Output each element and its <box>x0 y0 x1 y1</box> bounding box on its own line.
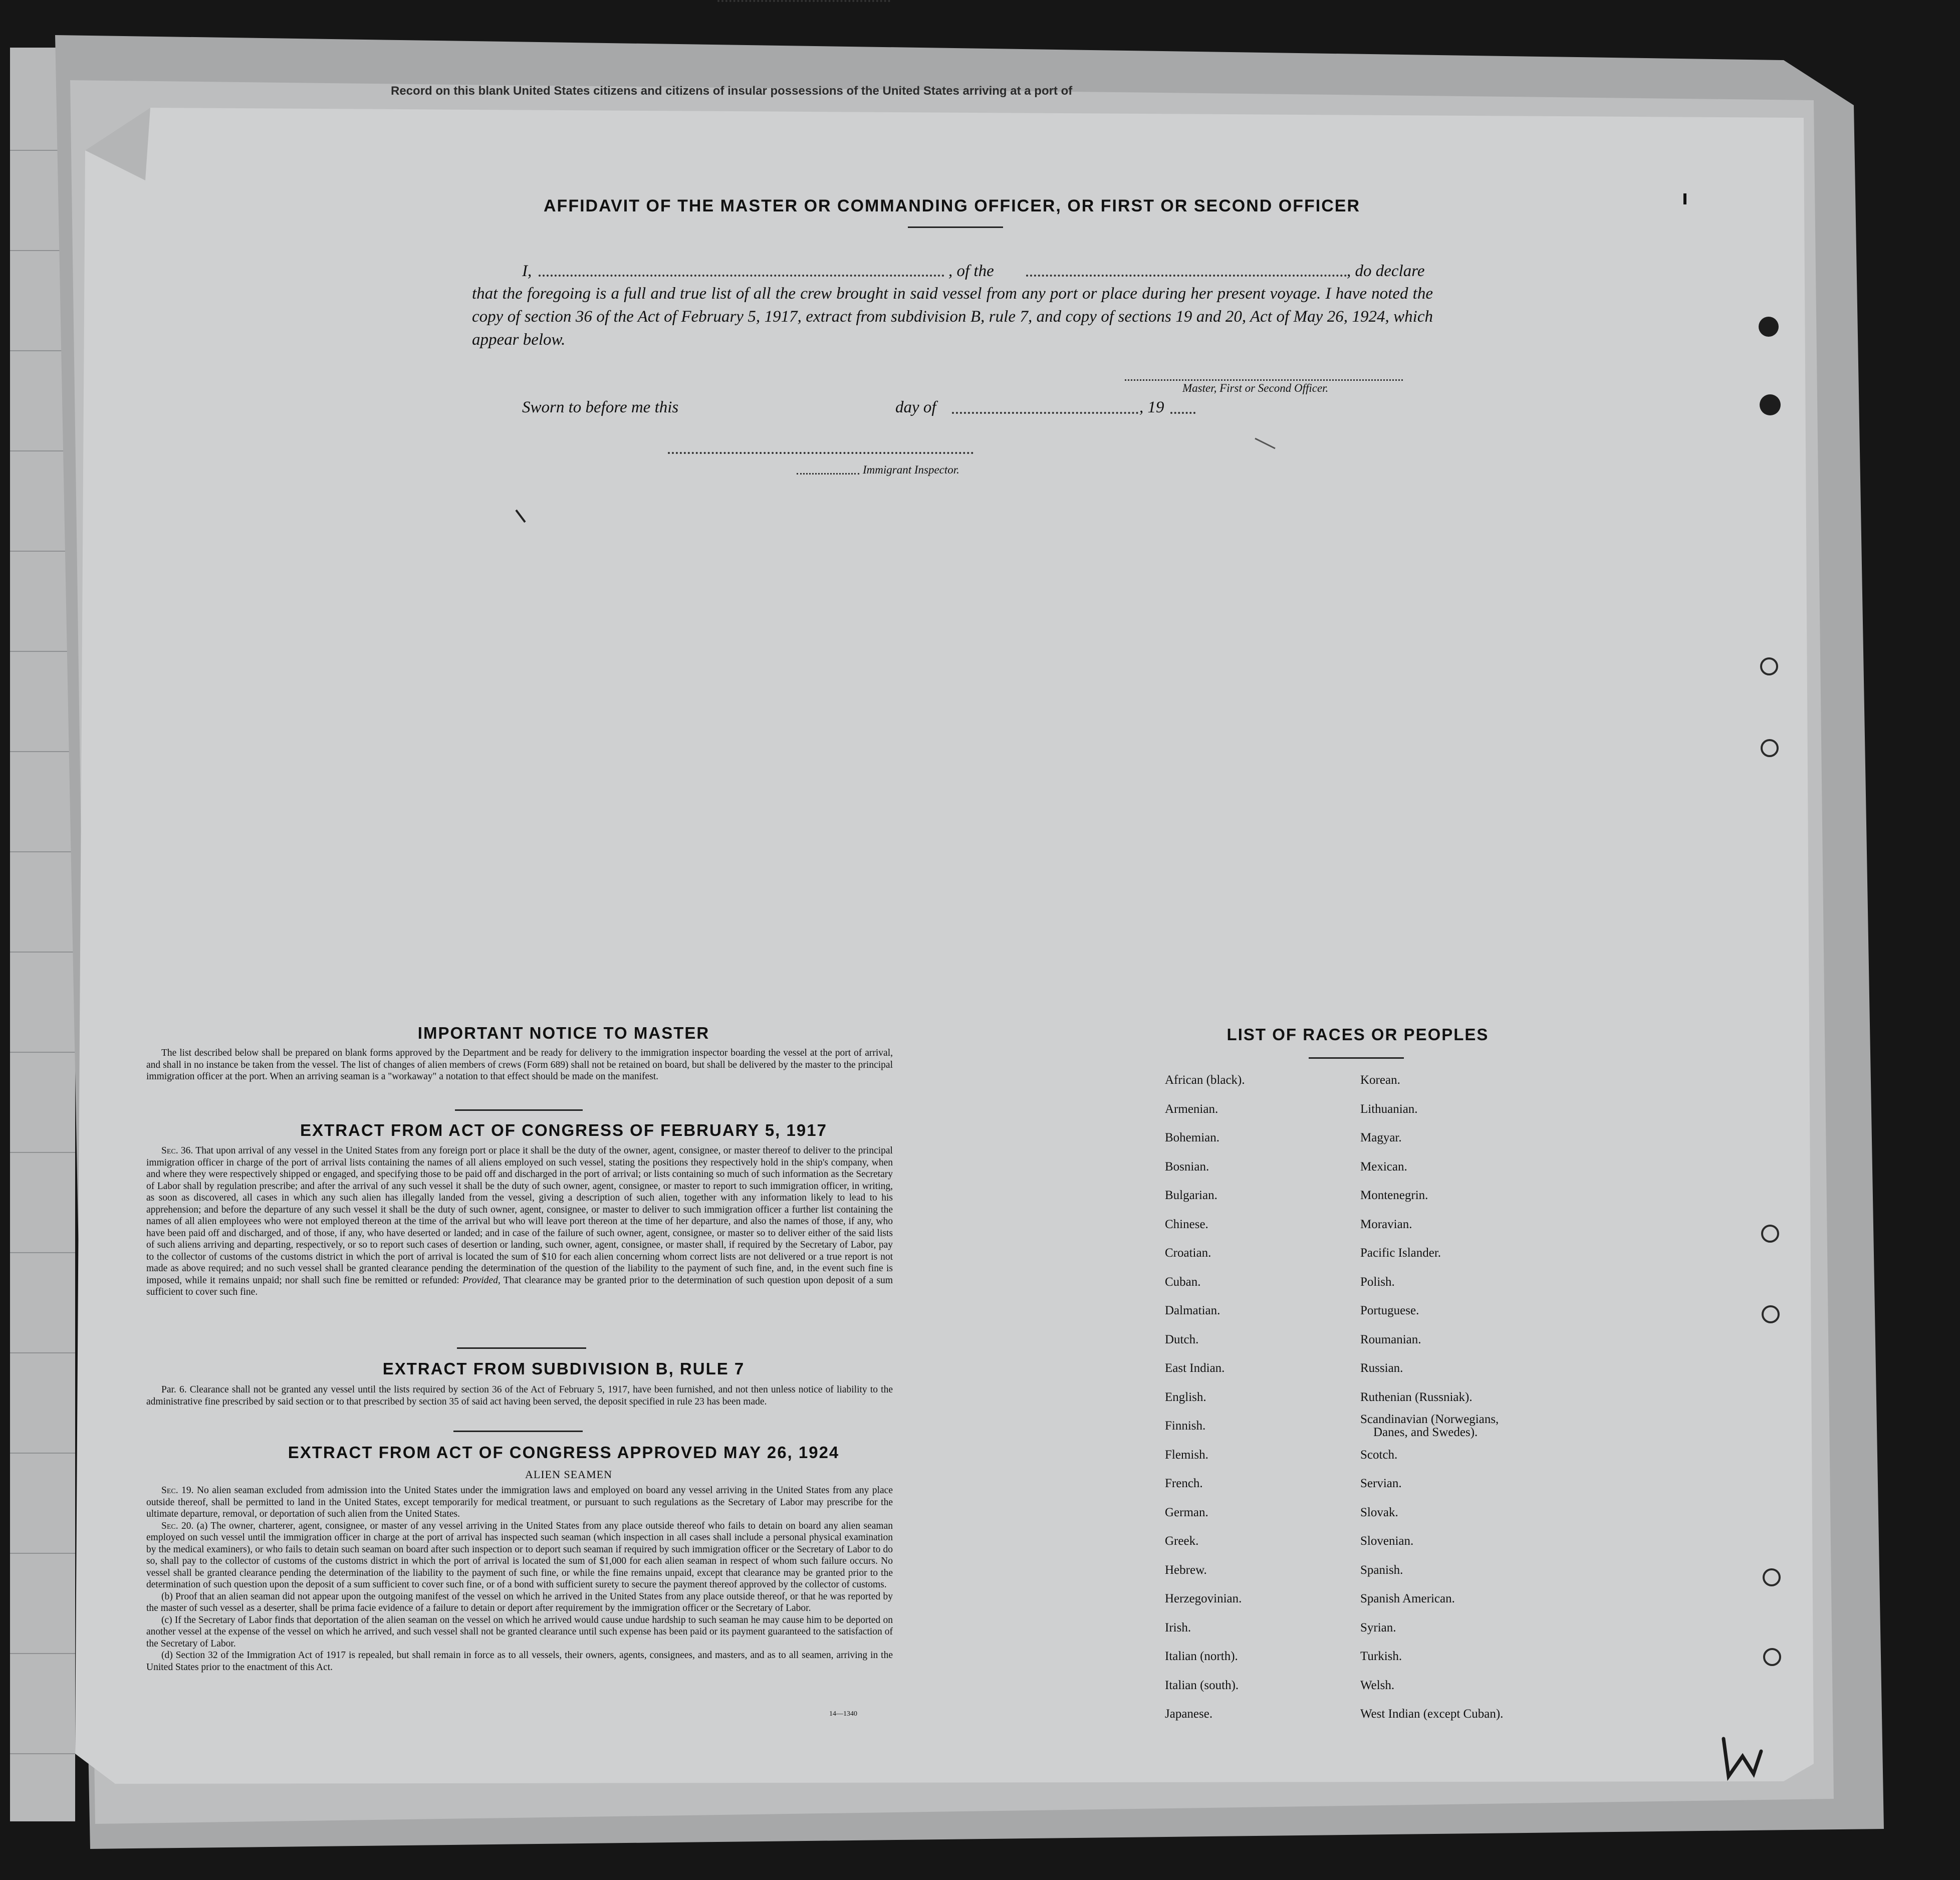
race-item: Turkish. <box>1360 1650 1402 1663</box>
race-item: Italian (north). <box>1165 1650 1238 1663</box>
extract-1924-title: EXTRACT FROM ACT OF CONGRESS APPROVED MAY 26, 1924 <box>288 1443 840 1462</box>
race-item: Dutch. <box>1165 1332 1199 1346</box>
vessel-name-field[interactable] <box>1026 275 1347 277</box>
affidavit-body: that the foregoing is a full and true list of all the crew brought in said vessel from any port or place during her present voyage. I have noted the copy of section 36 of the Act of February 5, 1917, extract from subdivision B, rule 7, and copy of sections 19 and 20, Act of May 26, 1924, which appear below. <box>472 285 1433 349</box>
day-of-label: day of <box>895 398 936 416</box>
race-item: Herzegovinian. <box>1165 1592 1242 1605</box>
rule7-rule <box>453 1431 583 1432</box>
race-item: Dalmatian. <box>1165 1304 1220 1317</box>
race-item: Ruthenian (Russniak). <box>1360 1390 1473 1404</box>
race-item: Greek. <box>1165 1534 1199 1548</box>
race-item: Welsh. <box>1360 1678 1395 1692</box>
race-item: Lithuanian. <box>1360 1102 1418 1116</box>
races-title: LIST OF RACES OR PEOPLES <box>1227 1025 1489 1044</box>
race-item: Bohemian. <box>1165 1131 1220 1144</box>
race-item: Spanish. <box>1360 1563 1403 1577</box>
affidavit-line1-i: I, <box>522 262 532 280</box>
race-item: Bosnian. <box>1165 1159 1209 1173</box>
master-name-field[interactable] <box>539 275 944 277</box>
race-item: Slovak. <box>1360 1505 1398 1519</box>
race-item: Roumanian. <box>1360 1332 1421 1346</box>
rule7-body: Par. 6. Clearance shall not be granted any vessel until the lists required by section 36 of the Act of February 5, 1917, have been furnished, and not then unless notice of liability to the administrative fine prescribed by said section or to that prescribed by section 35 of said act having been served, the deposit specified in rule 23 has been made. <box>146 1384 893 1407</box>
notice-rule <box>455 1109 583 1111</box>
sworn-label: Sworn to before me this <box>522 398 679 416</box>
race-item: Montenegrin. <box>1360 1189 1428 1202</box>
race-item: Portuguese. <box>1360 1304 1419 1317</box>
race-item: Russian. <box>1360 1361 1403 1375</box>
race-item: Chinese. <box>1165 1217 1208 1231</box>
affidavit-title-rule <box>908 226 1003 228</box>
race-item: Cuban. <box>1165 1275 1201 1289</box>
extract-1924-body: Sec. 19. No alien seaman excluded from admission into the United States under the immigration laws and employed on board any vessel arriving in the United States from any place outside thereof, shall be permitted to land in the United States, except temporarily for medical treatment, or pursuant to such regulations as the Secretary of Labor may prescribe for the ultimate departure, removal, or deportation of such alien from the United States. Sec. 20. (a) The owner, charterer, agent, consignee, or master of any vessel arriving in the United States from any place outside thereof who fails to detain on board any alien seaman employed on such vessel until the immigration officer in charge at the port of arrival has inspected such seaman (which inspection in all cases shall include a personal physical examination by the medical examiners), or who fails to detain such seaman on board after such inspection or to deport such seaman if required by such immigration officer or the Secretary of Labor to do so, shall pay to the collector of customs of the customs district in which the port of arrival is located the sum of $1,000 for each alien seaman in respect of whom such failure occurs. No vessel shall be granted clearance pending the determination of the liability to the payment of such fine, or while the fine remains unpaid, except that clearance may be granted prior to the determination of such question upon the deposit of a sum sufficient to cover such fine, or of a bond with sufficient surety to secure the payment thereof approved by the collector of customs. (b) Proof that an alien seaman did not appear upon the outgoing manifest of the vessel on which he arrived in the United States from any place outside thereof, or that he was reported by the master of such vessel as a deserter, shall be prima facie evidence of a failure to detain or deport after requirement by the immigration officer or the Secretary of Labor. (c) If the Secretary of Labor finds that deportation of the alien seaman on the vessel on which he arrived would cause undue hardship to such seaman he may cause him to be deported on another vessel at the expense of the vessel on which he arrived, and such vessel shall not be granted clearance until such expense has been paid or its payment guaranteed to the satisfaction of the Secretary of Labor. (d) Section 32 of the Immigration Act of 1917 is repealed, but shall remain in force as to all vessels, their owners, agents, consignees, and masters, and as to all seamen, arriving in the United States prior to the enactment of this Act. <box>146 1485 893 1673</box>
sworn-month-field[interactable] <box>952 412 1138 414</box>
race-item: Italian (south). <box>1165 1678 1239 1692</box>
race-item: Finnish. <box>1165 1419 1206 1433</box>
form-number: 14—1340 <box>829 1710 857 1718</box>
affidavit-line1-declare: , do declare <box>1347 262 1425 280</box>
race-item: Armenian. <box>1165 1102 1218 1116</box>
race-item: Polish. <box>1360 1275 1395 1289</box>
affidavit-line1-of: , of the <box>948 262 994 280</box>
sworn-year-field[interactable] <box>1170 412 1195 414</box>
sec20-label: Sec. 20. <box>161 1520 194 1531</box>
race-item: Bulgarian. <box>1165 1189 1217 1202</box>
race-item: English. <box>1165 1390 1206 1404</box>
races-column-1 <box>1165 1066 1245 1729</box>
proviso-word: Provided, <box>462 1275 501 1286</box>
sworn-day-field[interactable] <box>717 0 890 2</box>
race-item: Croatian. <box>1165 1246 1211 1260</box>
race-item: Scotch. <box>1360 1448 1398 1462</box>
races-column-2 <box>1360 1066 1571 1729</box>
rule7-title: EXTRACT FROM SUBDIVISION B, RULE 7 <box>382 1359 745 1378</box>
race-item: German. <box>1165 1505 1208 1519</box>
sec36-label: Sec. 36. <box>161 1145 193 1156</box>
master-signature-line[interactable] <box>1125 379 1403 381</box>
races-title-rule <box>1309 1057 1404 1059</box>
race-item: Pacific Islander. <box>1360 1246 1441 1260</box>
extract-1917-rule <box>457 1347 586 1349</box>
race-item: Slovenian. <box>1360 1534 1414 1548</box>
notice-title: IMPORTANT NOTICE TO MASTER <box>417 1024 710 1042</box>
extract-1917-body: Sec. 36. That upon arrival of any vessel in the United States from any foreign port or place it shall be the duty of the owner, agent, consignee, or master thereof to deliver to the principal immigration officer in charge of the port of arrival lists containing the names of all aliens employed on such vessel, stating the positions they respectively hold in the ship's company, when and where they were respectively shipped or engaged, and specifying those to be paid off and discharged in the port of arrival; or lists containing so much of such information as the Secretary of Labor shall by regulation prescribe; and after the arrival of any such vessel it shall be the duty of such owner, agent, consignee, or master to report to such immigration officer, in writing, as soon as discovered, all cases in which any such alien has illegally landed from the vessel, giving a description of such alien, together with any information likely to lead to his apprehension; and before the departure of any such vessel it shall be the duty of such owner, agent, consignee, or master to deliver to such immigration officer a further list containing the names of all alien employees who were not employed thereon at the time of the arrival but who will leave port thereon at the time of her departure, and also the names of those, if any, who have been paid off and discharged, and of those, if any, who have deserted or landed; and in case of the failure of such owner, agent, consignee, or master so to deliver either of the said lists of such aliens arriving and departing, respectively, or so to report such cases of desertion or landing, such owner, agent, consignee, or master shall, if required by the Secretary of Labor, pay to the collector of customs of the customs district in which the port of arrival is located the sum of $10 for each alien concerning whom correct lists are not delivered or a true report is not made as above required; and no such vessel shall be granted clearance pending the determination of the question of the liability to the payment of such fine, and, in the event such fine is imposed, while it remains unpaid; nor shall such fine be remitted or refunded: Provided, That clearance may be granted prior to the determination of such question upon deposit of a sum sufficient to cover such fine. <box>146 1145 893 1297</box>
race-item: East Indian. <box>1165 1361 1225 1375</box>
race-item: Japanese. <box>1165 1707 1213 1721</box>
race-item: West Indian (except Cuban). <box>1360 1707 1504 1721</box>
affidavit-title: AFFIDAVIT OF THE MASTER OR COMMANDING OFFICER, OR FIRST OR SECOND OFFICER <box>544 196 1360 215</box>
race-item-scandinavian: Scandinavian (Norwegians, Danes, and Swedes). <box>1360 1413 1499 1439</box>
alien-seamen-subtitle: ALIEN SEAMEN <box>525 1468 612 1481</box>
race-item: Magyar. <box>1360 1131 1402 1144</box>
race-item: African (black). <box>1165 1073 1245 1087</box>
race-item: Hebrew. <box>1165 1563 1207 1577</box>
extract-1917-title: EXTRACT FROM ACT OF CONGRESS OF FEBRUARY 5, 1917 <box>300 1121 827 1139</box>
inspector-label: Immigrant Inspector. <box>863 463 959 476</box>
race-item: Servian. <box>1360 1477 1402 1490</box>
header-strip: Record on this blank United States citizens and citizens of insular possessions of the United States arriving at a port of <box>391 84 1073 98</box>
race-item: Korean. <box>1360 1073 1400 1087</box>
notice-body: The list described below shall be prepared on blank forms approved by the Department and be ready for delivery to the immigration inspector boarding the vessel at the port of arrival, and shall in no instance be taken from the vessel. The list of changes of alien members of crews (Form 689) shall not be retained on board, but shall be delivered by the master to the principal immigration officer at the port. When an arriving seaman is a "workaway" a notation to that effect should be made on the manifest. <box>146 1048 893 1082</box>
race-item: Irish. <box>1165 1620 1191 1634</box>
master-signature-label: Master, First or Second Officer. <box>1182 382 1329 394</box>
race-item: Mexican. <box>1360 1159 1407 1173</box>
race-item: Flemish. <box>1165 1448 1208 1462</box>
inspector-signature-line[interactable] <box>668 452 973 454</box>
race-item: French. <box>1165 1477 1203 1490</box>
sec19-label: Sec. 19. <box>161 1485 194 1496</box>
inspector-prefix-line <box>797 473 859 475</box>
year-label: , 19 <box>1139 398 1164 416</box>
race-item: Spanish American. <box>1360 1592 1455 1605</box>
race-item: Moravian. <box>1360 1217 1412 1231</box>
race-item: Syrian. <box>1360 1620 1396 1634</box>
